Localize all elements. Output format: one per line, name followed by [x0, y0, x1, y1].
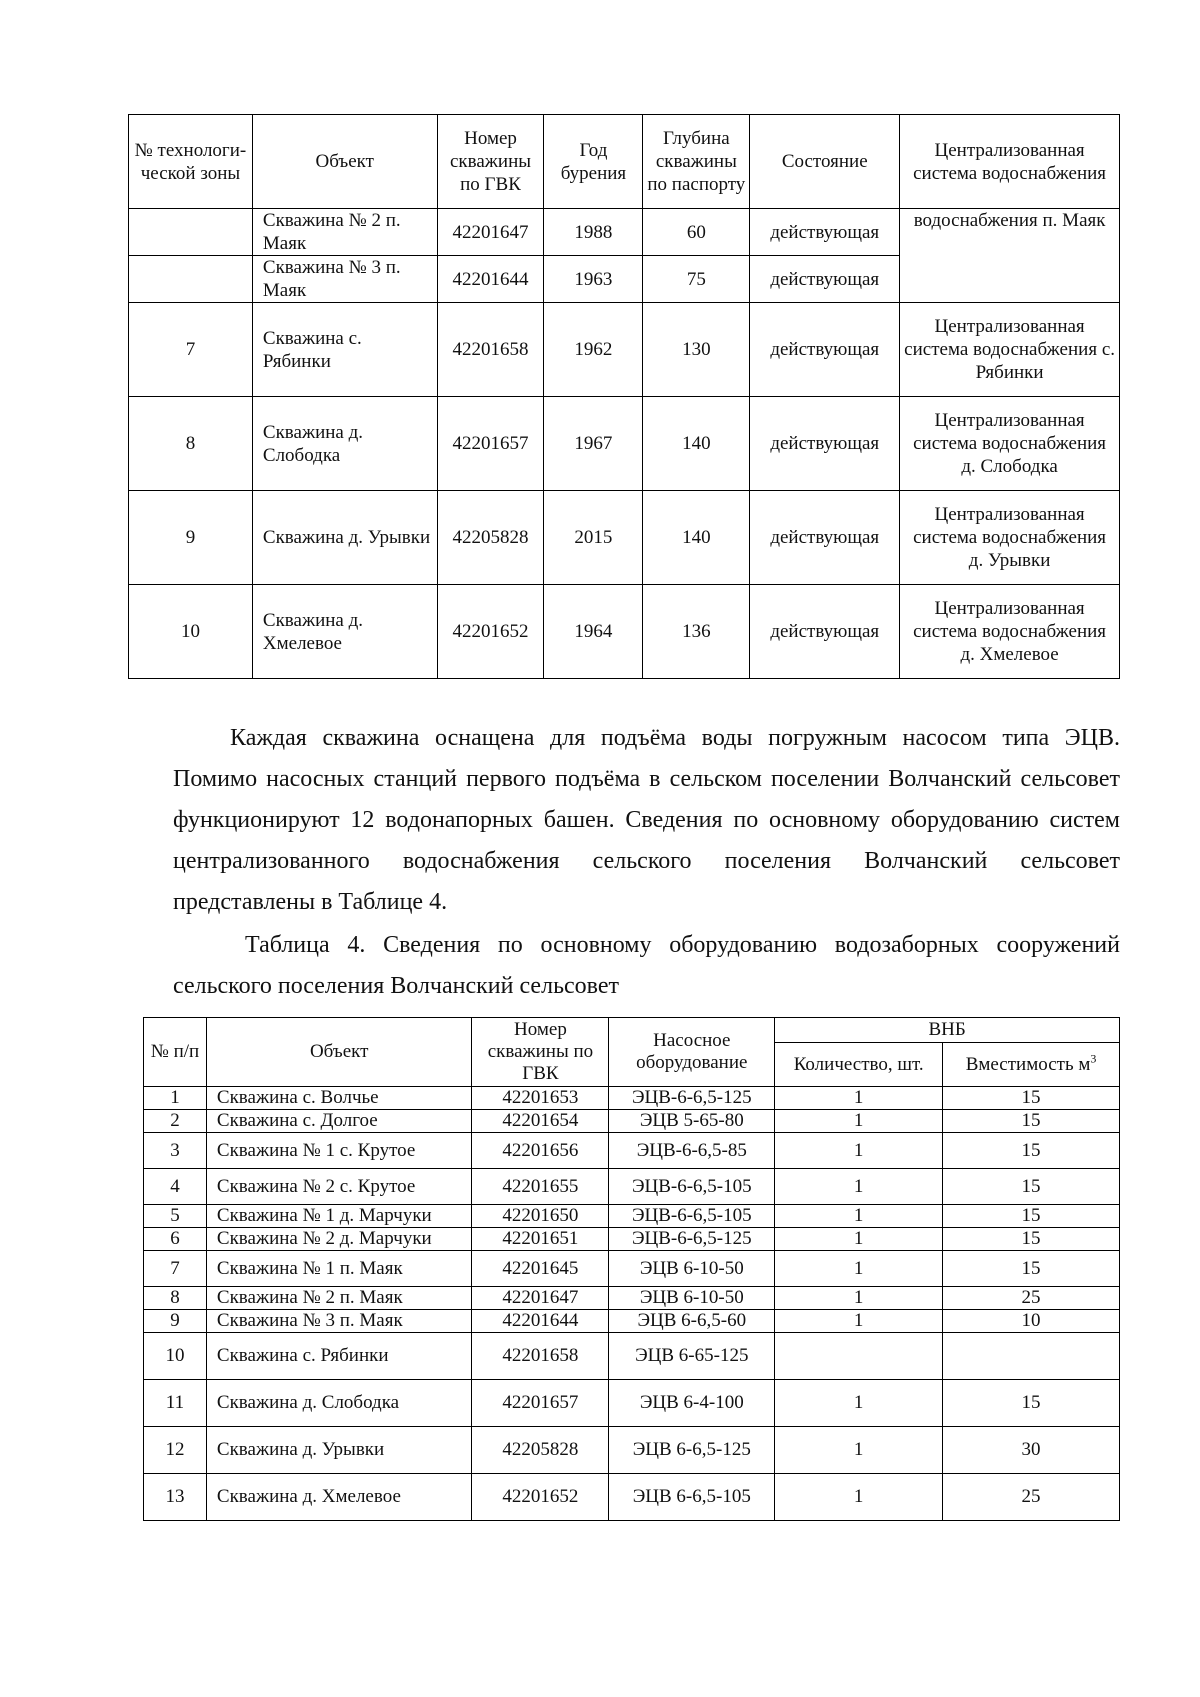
table-row	[144, 1333, 1120, 1380]
cell-num: 3	[144, 1133, 207, 1169]
table-header-row	[144, 1018, 1120, 1043]
cell-num: 11	[144, 1380, 207, 1427]
cell-gvk: 42205828	[472, 1427, 609, 1474]
cell-system: Централизованная система водоснабжения д. Урывки	[900, 491, 1120, 585]
cell-num: 5	[144, 1205, 207, 1228]
cell-pump: ЭЦВ 6-4-100	[609, 1380, 775, 1427]
cell-cap: 15	[943, 1251, 1120, 1287]
cell-gvk: 42201656	[472, 1133, 609, 1169]
cell-year: 1967	[544, 397, 643, 491]
cell-num: 13	[144, 1474, 207, 1521]
cell-qty: 1	[775, 1228, 943, 1251]
capacity-unit-sup: 3	[1090, 1051, 1097, 1066]
cell-qty: 1	[775, 1380, 943, 1427]
cell-zone: 7	[129, 303, 253, 397]
cell-object: Скважина с. Волчье	[206, 1087, 472, 1110]
cell-object: Скважина д. Урывки	[206, 1427, 472, 1474]
table-row	[144, 1310, 1120, 1333]
cell-qty: 1	[775, 1133, 943, 1169]
cell-state: действующая	[750, 303, 900, 397]
cell-gvk: 42201653	[472, 1087, 609, 1110]
cell-state: действующая	[750, 491, 900, 585]
cell-cap: 15	[943, 1205, 1120, 1228]
cell-qty: 1	[775, 1310, 943, 1333]
cell-cap: 15	[943, 1110, 1120, 1133]
cell-num: 4	[144, 1169, 207, 1205]
cell-pump: ЭЦВ-6-6,5-125	[609, 1228, 775, 1251]
capacity-label: Вместимость м	[965, 1053, 1091, 1075]
cell-gvk: 42201657	[472, 1380, 609, 1427]
cell-gvk: 42201652	[437, 585, 544, 679]
cell-gvk: 42201650	[472, 1205, 609, 1228]
cell-gvk: 42201658	[437, 303, 544, 397]
cell-cap: 25	[943, 1287, 1120, 1310]
cell-object: Скважина № 3 п. Маяк	[252, 256, 437, 303]
cell-qty	[775, 1333, 943, 1380]
cell-cap: 15	[943, 1380, 1120, 1427]
cell-depth: 60	[643, 209, 750, 256]
cell-object: Скважина № 3 п. Маяк	[206, 1310, 472, 1333]
cell-num: 2	[144, 1110, 207, 1133]
cell-cap: 15	[943, 1133, 1120, 1169]
cell-object: Скважина д. Хмелевое	[252, 585, 437, 679]
col-header-capacity	[943, 1043, 1120, 1087]
cell-state: действующая	[750, 397, 900, 491]
cell-gvk: 42201645	[472, 1251, 609, 1287]
cell-object: Скважина д. Урывки	[252, 491, 437, 585]
table-row	[129, 209, 1120, 256]
cell-depth: 140	[643, 397, 750, 491]
equipment-table-body	[144, 1087, 1120, 1521]
table-row	[129, 397, 1120, 491]
table-row	[129, 585, 1120, 679]
cell-gvk: 42201658	[472, 1333, 609, 1380]
cell-year: 1962	[544, 303, 643, 397]
cell-cap: 10	[943, 1310, 1120, 1333]
cell-pump: ЭЦВ 6-6,5-60	[609, 1310, 775, 1333]
table-row	[144, 1427, 1120, 1474]
cell-object: Скважина д. Слободка	[252, 397, 437, 491]
cell-object: Скважина д. Хмелевое	[206, 1474, 472, 1521]
cell-object: Скважина № 2 с. Крутое	[206, 1169, 472, 1205]
cell-num: 6	[144, 1228, 207, 1251]
equipment-table	[143, 1017, 1120, 1521]
cell-gvk: 42201654	[472, 1110, 609, 1133]
cell-year: 1964	[544, 585, 643, 679]
cell-object: Скважина № 1 с. Крутое	[206, 1133, 472, 1169]
col-header-depth: Глубина скважины по паспорту	[643, 115, 750, 209]
cell-gvk: 42205828	[437, 491, 544, 585]
cell-gvk: 42201651	[472, 1228, 609, 1251]
cell-qty: 1	[775, 1427, 943, 1474]
cell-zone	[129, 256, 253, 303]
table-row	[144, 1287, 1120, 1310]
cell-num: 7	[144, 1251, 207, 1287]
cell-system: Централизованная система водоснабжения д. Слободка	[900, 397, 1120, 491]
cell-gvk: 42201647	[472, 1287, 609, 1310]
table-row	[144, 1251, 1120, 1287]
col-header-system: Централизованная система водоснабжения	[900, 115, 1120, 209]
cell-object: Скважина № 2 д. Марчуки	[206, 1228, 472, 1251]
cell-num: 8	[144, 1287, 207, 1310]
cell-cap: 25	[943, 1474, 1120, 1521]
col-header-num: № п/п	[144, 1018, 207, 1087]
caption-text: Таблица 4. Сведения по основному оборудованию водозаборных сооружений сельского поселения Волчанский сельсовет	[173, 932, 1120, 999]
paragraph-text: Каждая скважина оснащена для подъёма воды погружным насосом типа ЭЦВ. Помимо насосных станций первого подъёма в сельском поселении Волчанский сельсовет функционируют 12 водонапорных башен. Сведения по основному оборудованию систем централизованного водоснабжения сельского поселения Волчанский сельсовет представлены в Таблице 4.	[173, 725, 1120, 915]
col-header-object: Объект	[252, 115, 437, 209]
cell-state: действующая	[750, 256, 900, 303]
cell-qty: 1	[775, 1110, 943, 1133]
cell-num: 10	[144, 1333, 207, 1380]
cell-pump: ЭЦВ-6-6,5-105	[609, 1169, 775, 1205]
cell-year: 2015	[544, 491, 643, 585]
cell-pump: ЭЦВ 6-10-50	[609, 1287, 775, 1310]
cell-object: Скважина № 2 п. Маяк	[252, 209, 437, 256]
cell-depth: 130	[643, 303, 750, 397]
cell-object: Скважина с. Рябинки	[206, 1333, 472, 1380]
cell-object: Скважина № 1 п. Маяк	[206, 1251, 472, 1287]
cell-qty: 1	[775, 1251, 943, 1287]
cell-pump: ЭЦВ-6-6,5-125	[609, 1087, 775, 1110]
table-caption	[173, 925, 1120, 1007]
table-row	[129, 303, 1120, 397]
col-header-object: Объект	[206, 1018, 472, 1087]
wells-table	[128, 114, 1120, 679]
table-row	[144, 1169, 1120, 1205]
cell-object: Скважина № 2 п. Маяк	[206, 1287, 472, 1310]
cell-cap: 15	[943, 1087, 1120, 1110]
table-row	[144, 1205, 1120, 1228]
col-header-zone: № технологи-ческой зоны	[129, 115, 253, 209]
col-header-gvk: Номер скважины по ГВК	[472, 1018, 609, 1087]
cell-gvk: 42201644	[472, 1310, 609, 1333]
table-row	[144, 1474, 1120, 1521]
cell-num: 12	[144, 1427, 207, 1474]
col-header-qty: Количество, шт.	[775, 1043, 943, 1087]
col-header-state: Состояние	[750, 115, 900, 209]
cell-zone: 9	[129, 491, 253, 585]
cell-system: водоснабжения п. Маяк	[900, 209, 1120, 303]
cell-cap	[943, 1333, 1120, 1380]
cell-cap: 15	[943, 1228, 1120, 1251]
col-header-year: Год бурения	[544, 115, 643, 209]
cell-system: Централизованная система водоснабжения с. Рябинки	[900, 303, 1120, 397]
cell-qty: 1	[775, 1087, 943, 1110]
cell-pump: ЭЦВ-6-6,5-105	[609, 1205, 775, 1228]
cell-depth: 140	[643, 491, 750, 585]
cell-state: действующая	[750, 585, 900, 679]
cell-pump: ЭЦВ 6-6,5-105	[609, 1474, 775, 1521]
cell-cap: 15	[943, 1169, 1120, 1205]
cell-system: Централизованная система водоснабжения д. Хмелевое	[900, 585, 1120, 679]
cell-qty: 1	[775, 1205, 943, 1228]
cell-year: 1988	[544, 209, 643, 256]
table-row	[129, 491, 1120, 585]
col-header-pump: Насосное оборудование	[609, 1018, 775, 1087]
table-header-row	[129, 115, 1120, 209]
table-row	[144, 1087, 1120, 1110]
table-row	[144, 1110, 1120, 1133]
col-header-gvk: Номер скважины по ГВК	[437, 115, 544, 209]
cell-cap: 30	[943, 1427, 1120, 1474]
cell-depth: 136	[643, 585, 750, 679]
body-paragraph	[173, 718, 1120, 923]
cell-object: Скважина с. Рябинки	[252, 303, 437, 397]
cell-gvk: 42201647	[437, 209, 544, 256]
cell-year: 1963	[544, 256, 643, 303]
cell-qty: 1	[775, 1169, 943, 1205]
cell-qty: 1	[775, 1287, 943, 1310]
cell-pump: ЭЦВ 5-65-80	[609, 1110, 775, 1133]
cell-gvk: 42201644	[437, 256, 544, 303]
table-row	[144, 1228, 1120, 1251]
cell-object: Скважина д. Слободка	[206, 1380, 472, 1427]
cell-zone: 10	[129, 585, 253, 679]
cell-depth: 75	[643, 256, 750, 303]
cell-zone	[129, 209, 253, 256]
cell-gvk: 42201657	[437, 397, 544, 491]
cell-pump: ЭЦВ-6-6,5-85	[609, 1133, 775, 1169]
col-header-vnb: ВНБ	[775, 1018, 1120, 1043]
cell-gvk: 42201652	[472, 1474, 609, 1521]
cell-num: 1	[144, 1087, 207, 1110]
cell-num: 9	[144, 1310, 207, 1333]
cell-pump: ЭЦВ 6-65-125	[609, 1333, 775, 1380]
cell-pump: ЭЦВ 6-6,5-125	[609, 1427, 775, 1474]
cell-object: Скважина № 1 д. Марчуки	[206, 1205, 472, 1228]
table-row	[144, 1380, 1120, 1427]
cell-pump: ЭЦВ 6-10-50	[609, 1251, 775, 1287]
cell-object: Скважина с. Долгое	[206, 1110, 472, 1133]
cell-zone: 8	[129, 397, 253, 491]
cell-gvk: 42201655	[472, 1169, 609, 1205]
table-row	[144, 1133, 1120, 1169]
cell-state: действующая	[750, 209, 900, 256]
cell-qty: 1	[775, 1474, 943, 1521]
